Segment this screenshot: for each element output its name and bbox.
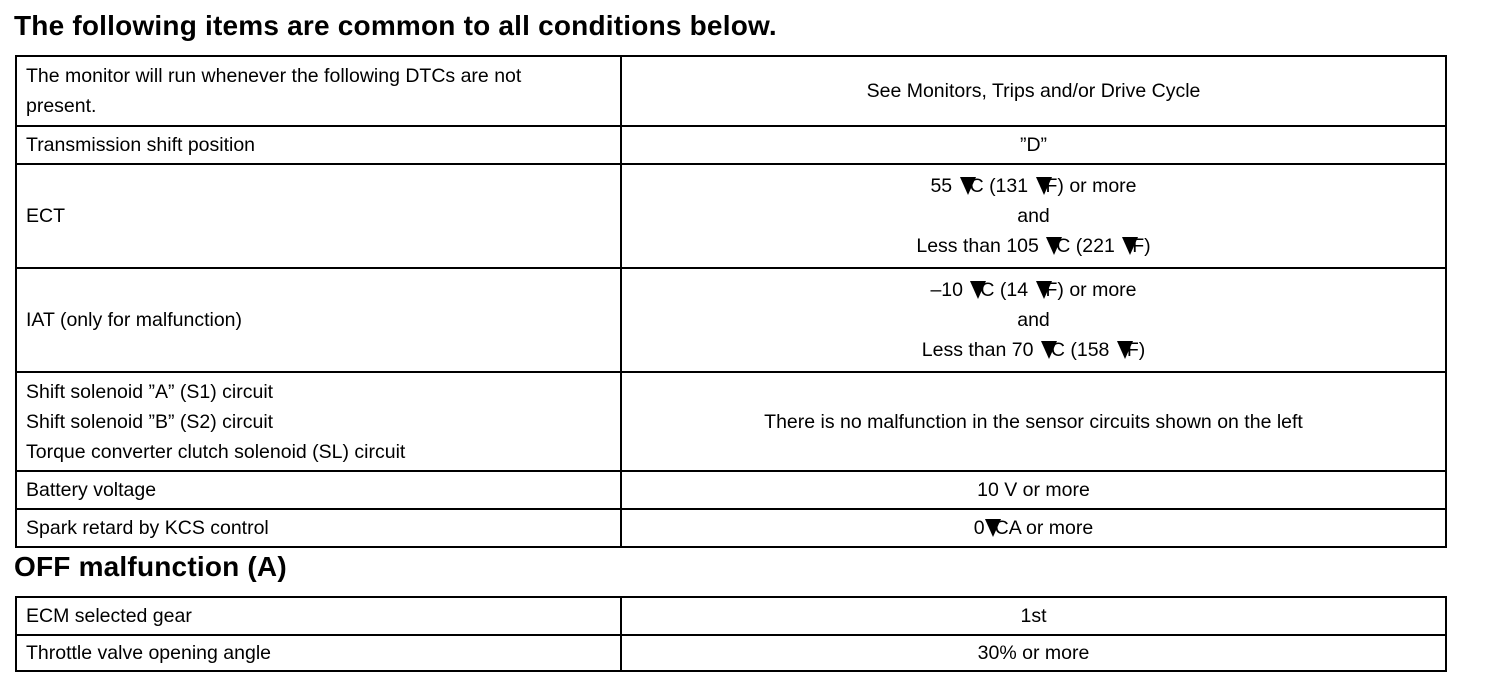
iat-value-line-2: and [1017,309,1050,331]
table-row-battery [16,471,1446,509]
solenoid-label-line-1: Shift solenoid ”A” (S1) circuit [26,380,274,403]
table-row-solenoids [16,372,1446,471]
off-malfunction-table [15,596,1447,672]
ect-min-suffix: F) or more [1045,175,1137,197]
throttle-angle-value: 30% or more [621,635,1446,671]
iat-min-suffix: F) or more [1045,279,1137,301]
spark-retard-label: Spark retard by KCS control [16,509,621,547]
solenoid-label-line-3: Torque converter clutch solenoid (SL) circuit [26,440,406,463]
spark-retard-value [621,509,1446,547]
ect-max-fahrenheit: C (221 [1056,235,1121,257]
dtc-condition-value: See Monitors, Trips and/or Drive Cycle [621,56,1446,126]
dtc-label-line-2: present. [26,95,97,117]
solenoid-circuits-value: There is no malfunction in the sensor circuits shown on the left [621,372,1446,471]
ect-min-fahrenheit: C (131 [969,175,1034,197]
spark-retard-unit: CA or more [994,517,1094,539]
common-conditions-table [15,55,1447,548]
solenoid-label-line-2: Shift solenoid ”B” (S2) circuit [26,410,274,433]
solenoid-circuits-label [16,372,621,471]
table-row-throttle [16,635,1446,671]
dtc-condition-label [16,56,621,126]
ect-max-suffix: F) [1132,235,1151,257]
battery-voltage-label: Battery voltage [16,471,621,509]
table-row-spark-retard [16,509,1446,547]
table-row-ect [16,164,1446,268]
iat-value [621,268,1446,372]
section-heading-off-malfunction: OFF malfunction (A) [14,551,287,582]
table-row-iat [16,268,1446,372]
table-row-dtc [16,56,1446,126]
shift-position-label: Transmission shift position [16,126,621,164]
battery-voltage-value: 10 V or more [621,471,1446,509]
selected-gear-label: ECM selected gear [16,597,621,635]
iat-min-celsius: –10 [930,279,969,301]
throttle-angle-label: Throttle valve opening angle [16,635,621,671]
spark-retard-number: 0 [973,517,985,539]
selected-gear-value: 1st [621,597,1446,635]
dtc-label-line-1: The monitor will run whenever the following DTCs are not [26,65,522,87]
ect-label: ECT [16,164,621,268]
iat-value-line-3 [631,335,1436,365]
iat-value-line-1 [631,275,1436,305]
ect-value-line-1 [631,171,1436,201]
ect-value [621,164,1446,268]
ect-value-line-3 [631,231,1436,261]
shift-position-value: ”D” [621,126,1446,164]
ect-value-line-2: and [1017,205,1050,227]
table-row-gear [16,597,1446,635]
iat-max-fahrenheit: C (158 [1050,339,1115,361]
iat-min-fahrenheit: C (14 [980,279,1034,301]
ect-min-celsius: 55 [930,175,958,197]
ect-max-celsius: Less than 105 [916,235,1045,257]
iat-label: IAT (only for malfunction) [16,268,621,372]
section-heading-common: The following items are common to all conditions below. [14,10,777,41]
iat-max-suffix: F) [1126,339,1146,361]
table-row-shift-position [16,126,1446,164]
iat-max-celsius: Less than 70 [921,339,1039,361]
